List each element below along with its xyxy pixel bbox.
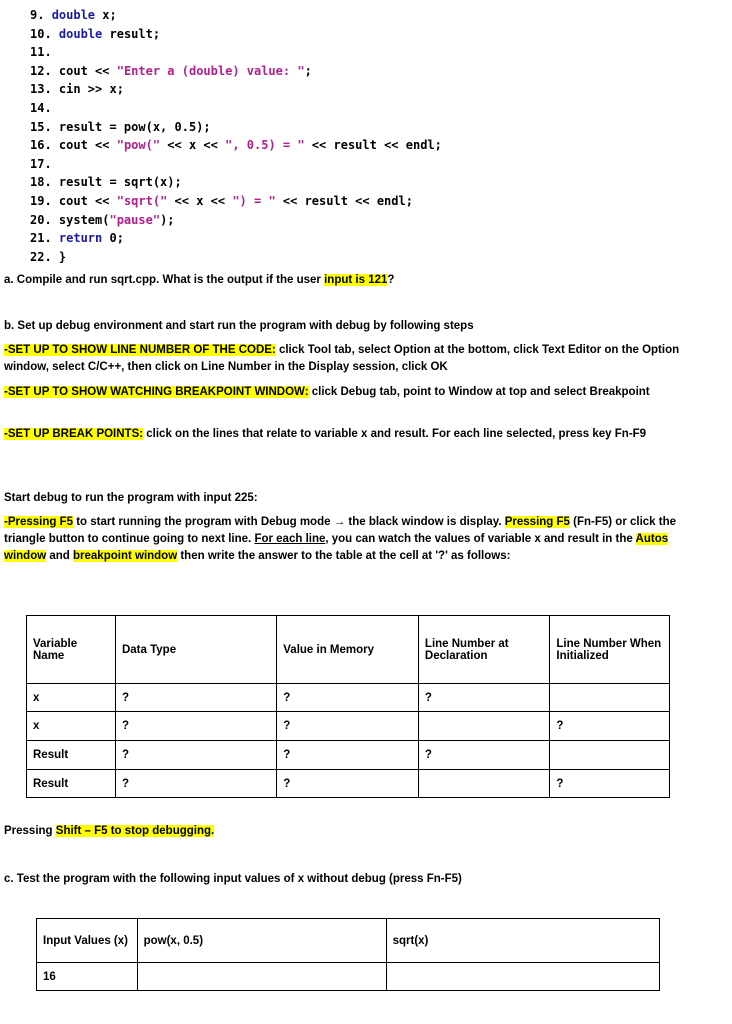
table-cell: ? <box>277 741 419 770</box>
stop-debugging-note: Pressing Shift – F5 to stop debugging. <box>4 825 215 837</box>
step-line-number: -SET UP TO SHOW LINE NUMBER OF THE CODE: click Tool tab, select Option at the bottom, click Text Editor on the Option window, select C/C++, then click on Line Number in the Display session, click OK <box>4 344 680 373</box>
table-cell: Result <box>27 741 116 770</box>
table-cell: ? <box>115 741 276 770</box>
code-line-11: 11. <box>30 45 52 60</box>
code-line-18: 18. result = sqrt(x); <box>30 175 182 190</box>
table-cell: x <box>27 684 116 712</box>
table-header-row <box>27 616 670 684</box>
code-line-21: 21. return 0; <box>30 231 124 246</box>
debug-start: Start debug to run the program with input 225: <box>4 492 258 504</box>
code-line-10: 10. double result; <box>30 26 161 41</box>
table-cell: 16 <box>37 963 138 991</box>
table-cell <box>550 741 670 770</box>
code-line-16: 16. cout << "pow(" << x << ", 0.5) = " << result << endl; <box>30 138 442 153</box>
code-line-19: 19. cout << "sqrt(" << x << ") = " << result << endl; <box>30 193 413 208</box>
header-line-initialized: Line Number When Initialized <box>550 616 670 684</box>
table-cell: x <box>27 712 116 741</box>
table-row <box>27 741 670 770</box>
header-variable-name: Variable Name <box>27 616 116 684</box>
table-row <box>37 963 660 991</box>
table-row <box>27 712 670 741</box>
table-cell: ? <box>550 770 670 798</box>
table-cell: ? <box>418 741 549 770</box>
header-pow: pow(x, 0.5) <box>137 919 386 963</box>
step-break-points: -SET UP BREAK POINTS: click on the lines that relate to variable x and result. For each line selected, press key Fn-F9 <box>4 428 647 440</box>
question-b-intro: b. Set up debug environment and start run the program with debug by following steps <box>4 320 474 332</box>
code-line-14: 14. <box>30 100 52 115</box>
table-cell: ? <box>418 684 549 712</box>
table-cell <box>550 684 670 712</box>
table-row <box>27 684 670 712</box>
table-row <box>27 770 670 798</box>
table-cell <box>137 963 386 991</box>
table-cell <box>418 770 549 798</box>
header-input-values: Input Values (x) <box>37 919 138 963</box>
code-line-12: 12. cout << "Enter a (double) value: "; <box>30 63 312 78</box>
header-line-declaration: Line Number at Declaration <box>418 616 549 684</box>
table-cell <box>418 712 549 741</box>
code-line-9: 9. double x; <box>30 8 117 22</box>
variable-table <box>26 615 670 798</box>
table-cell: ? <box>277 770 419 798</box>
table-cell: ? <box>277 712 419 741</box>
code-listing <box>30 6 442 266</box>
table-cell: ? <box>115 712 276 741</box>
table-cell: ? <box>277 684 419 712</box>
header-value-in-memory: Value in Memory <box>277 616 419 684</box>
table-header-row <box>37 919 660 963</box>
step-breakpoint-window: -SET UP TO SHOW WATCHING BREAKPOINT WINDOW: click Debug tab, point to Window at top and select Breakpoint <box>4 386 650 398</box>
code-line-20: 20. system("pause"); <box>30 212 175 227</box>
code-line-13: 13. cin >> x; <box>30 82 124 97</box>
code-line-17: 17. <box>30 156 52 171</box>
table-cell: ? <box>115 770 276 798</box>
table-cell: ? <box>550 712 670 741</box>
debug-instructions: -Pressing F5 to start running the program with Debug mode → the black window is display. Pressing F5 (Fn-F5) or click the triangle button to continue going to next line. For each line, you can watch the values of variable x and result in the Autos window and breakpoint window then write the answer to the table at the cell at '?' as follows: <box>4 516 677 562</box>
code-line-22: 22. } <box>30 249 67 264</box>
table-cell: ? <box>115 684 276 712</box>
code-line-15: 15. result = pow(x, 0.5); <box>30 119 211 134</box>
question-c: c. Test the program with the following input values of x without debug (press Fn-F5) <box>4 873 462 885</box>
table-cell <box>386 963 659 991</box>
table-cell: Result <box>27 770 116 798</box>
header-sqrt: sqrt(x) <box>386 919 659 963</box>
header-data-type: Data Type <box>115 616 276 684</box>
question-a: a. Compile and run sqrt.cpp. What is the output if the user input is 121? <box>4 274 395 286</box>
input-values-table <box>36 918 660 991</box>
